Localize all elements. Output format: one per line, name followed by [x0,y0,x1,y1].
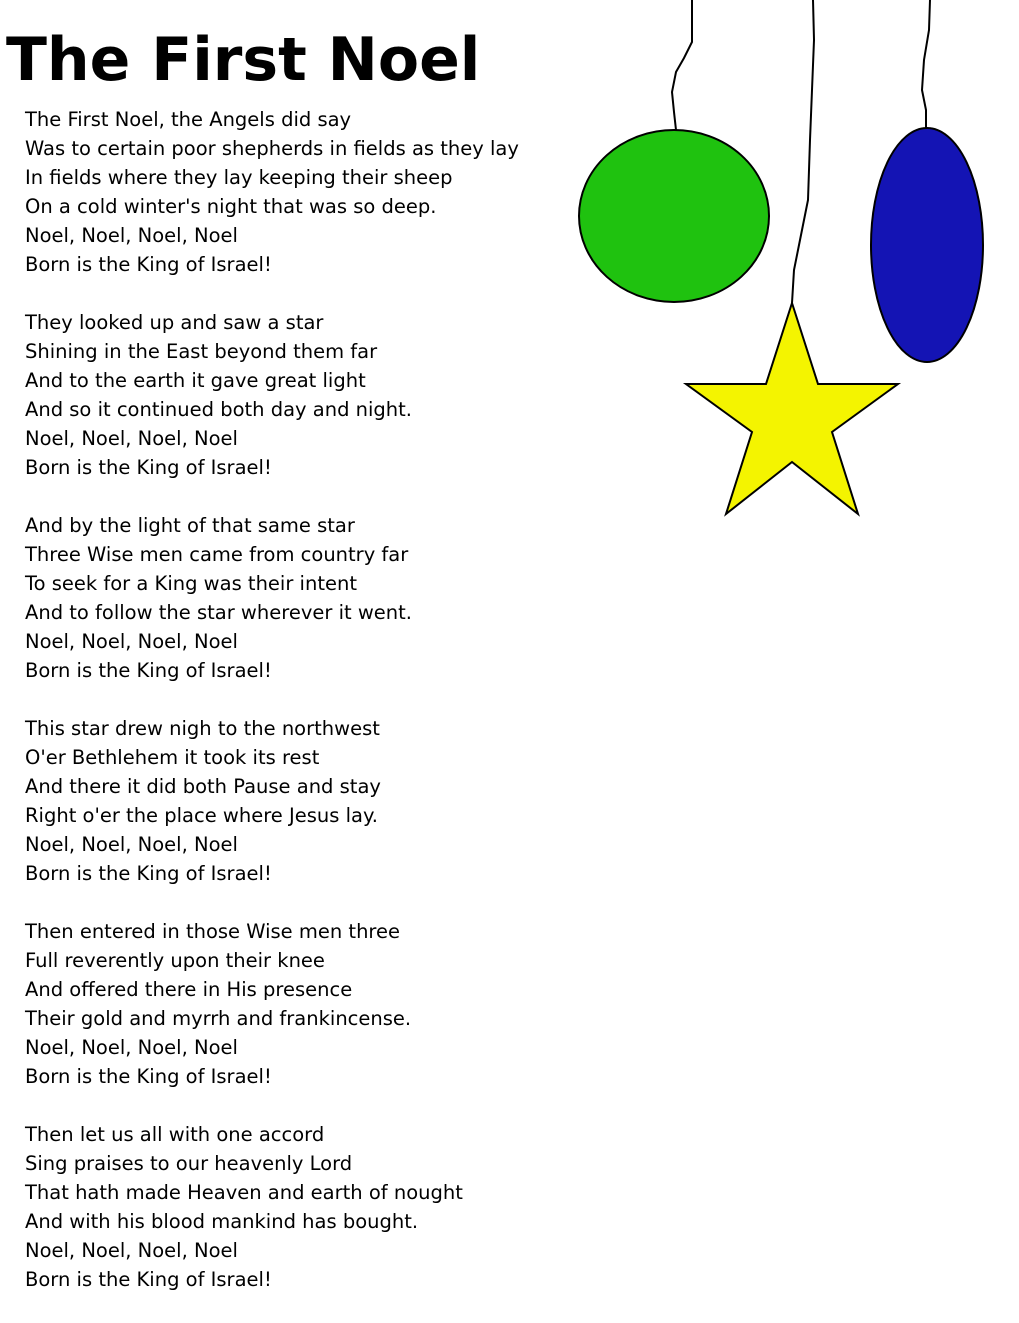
lyric-line: And to follow the star wherever it went. [25,601,412,624]
verse-2 [25,308,585,482]
lyric-line: Born is the King of Israel! [25,862,272,885]
verse-4 [25,714,585,888]
lyric-line: That hath made Heaven and earth of nought [25,1181,463,1204]
verse-5 [25,917,585,1091]
lyric-line: Full reverently upon their knee [25,949,325,972]
green-ornament-ball [579,130,769,302]
verse-6 [25,1120,585,1294]
lyric-line: Born is the King of Israel! [25,1268,272,1291]
star-ornament-string [792,0,814,303]
lyric-line: And with his blood mankind has bought. [25,1210,419,1233]
lyric-line: This star drew nigh to the northwest [25,717,380,740]
lyric-line: And by the light of that same star [25,514,355,537]
lyric-line: Their gold and myrrh and frankincense. [25,1007,412,1030]
page-title: The First Noel [6,25,481,95]
lyric-line: In fields where they lay keeping their sheep [25,166,453,189]
lyric-line: The First Noel, the Angels did say [25,108,352,131]
lyric-line: Was to certain poor shepherds in fields as they lay [25,137,519,160]
star-ornament [686,303,898,514]
blue-ornament-string [922,0,930,130]
lyric-line: And so it continued both day and night. [25,398,413,421]
lyrics [25,105,585,1323]
lyric-line: Then entered in those Wise men three [25,920,401,943]
lyric-line: Noel, Noel, Noel, Noel [25,224,238,247]
lyric-line: Noel, Noel, Noel, Noel [25,1239,238,1262]
lyric-line: Three Wise men came from country far [25,543,409,566]
lyric-line: Born is the King of Israel! [25,659,272,682]
green-ornament-string [672,0,692,130]
lyric-line: To seek for a King was their intent [25,572,357,595]
lyric-line: Born is the King of Israel! [25,253,272,276]
lyric-line: Noel, Noel, Noel, Noel [25,1036,238,1059]
lyric-line: Born is the King of Israel! [25,1065,272,1088]
lyric-line: And there it did both Pause and stay [25,775,381,798]
lyric-line: Shining in the East beyond them far [25,340,378,363]
lyric-line: On a cold winter's night that was so deep. [25,195,437,218]
verse-3 [25,511,585,685]
verse-1 [25,105,585,279]
lyric-line: Right o'er the place where Jesus lay. [25,804,378,827]
lyric-line: Born is the King of Israel! [25,456,272,479]
lyric-line: They looked up and saw a star [25,311,324,334]
blue-ornament-ball [871,128,983,362]
lyric-line: Sing praises to our heavenly Lord [25,1152,353,1175]
lyric-line: Noel, Noel, Noel, Noel [25,833,238,856]
lyric-line: Then let us all with one accord [25,1123,325,1146]
lyric-line: Noel, Noel, Noel, Noel [25,630,238,653]
lyric-line: And offered there in His presence [25,978,353,1001]
lyric-line: O'er Bethlehem it took its rest [25,746,320,769]
lyric-line: And to the earth it gave great light [25,369,366,392]
lyric-line: Noel, Noel, Noel, Noel [25,427,238,450]
